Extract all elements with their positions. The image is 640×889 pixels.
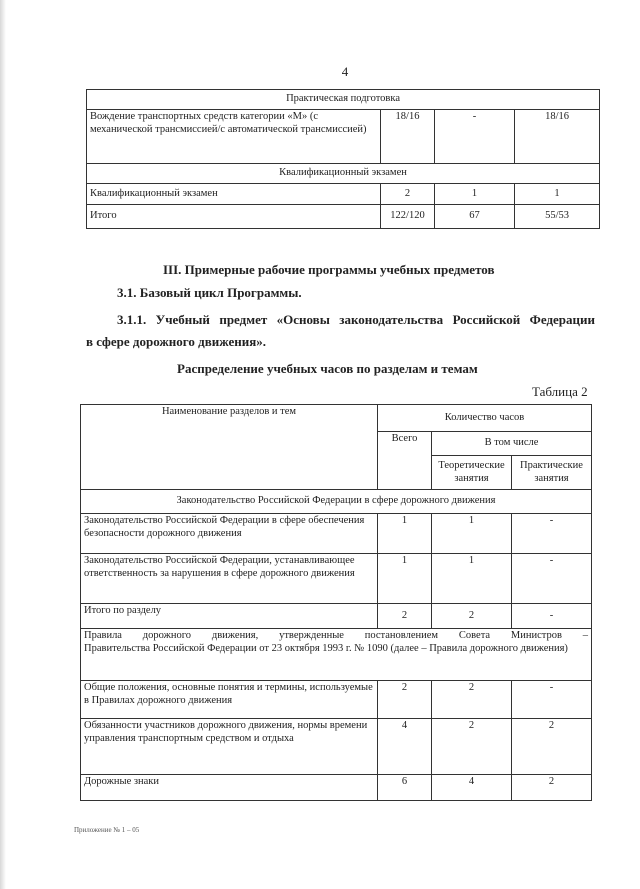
heading-3-1-1-line1: 3.1.1. Учебный предмет «Основы законодательства Российской Федерации <box>117 312 595 327</box>
table-row-name: Общие положения, основные понятия и термины, используемые в Правилах дорожного движения <box>81 681 378 719</box>
row-exam-theory: 1 <box>435 184 515 205</box>
row-total-theory: 67 <box>435 205 515 229</box>
table-row-theory: 1 <box>432 514 512 554</box>
row-driving-name: Вождение транспортных средств категории «М» (с механической трансмиссией/с автоматической трансмиссией) <box>87 110 381 164</box>
table-row-theory: 2 <box>432 604 512 629</box>
row-exam-total: 2 <box>381 184 435 205</box>
section-1-title: Законодательство Российской Федерации в сфере дорожного движения <box>81 490 592 514</box>
table-row-name: Обязанности участников дорожного движения, нормы времени управления транспортным средством и отдыха <box>81 719 378 775</box>
table-row-theory: 4 <box>432 775 512 801</box>
table-row-practice: - <box>512 514 592 554</box>
hours-distribution-table <box>80 404 592 801</box>
table-row-name: Итого по разделу <box>81 604 378 629</box>
curriculum-table-continuation <box>86 89 600 229</box>
header-total: Всего <box>378 432 432 490</box>
header-including: В том числе <box>432 432 592 456</box>
section-2-title <box>81 629 592 681</box>
table-row-total: 1 <box>378 554 432 604</box>
row-total-practice: 55/53 <box>515 205 600 229</box>
scan-edge-shadow <box>0 0 6 889</box>
row-exam-practice: 1 <box>515 184 600 205</box>
table-row-theory: 2 <box>432 681 512 719</box>
heading-3-1-1-line2: в сфере дорожного движения». <box>86 334 266 349</box>
table-row-practice: - <box>512 604 592 629</box>
table-row-name: Законодательство Российской Федерации, устанавливающее ответственность за нарушения в сфере дорожного движения <box>81 554 378 604</box>
heading-hours-distribution: Распределение учебных часов по разделам и темам <box>177 361 478 376</box>
table-row-practice: - <box>512 681 592 719</box>
section-2-title-line2: Правительства Российской Федерации от 23 октября 1993 г. № 1090 (далее – Правила дорожного движения) <box>84 642 568 654</box>
table-row-theory: 2 <box>432 719 512 775</box>
section-2-title-line1: Правила дорожного движения, утвержденные постановлением Совета Министров – <box>84 630 588 641</box>
table-row-total: 6 <box>378 775 432 801</box>
row-driving-total: 18/16 <box>381 110 435 164</box>
table-row-name: Законодательство Российской Федерации в сфере обеспечения безопасности дорожного движения <box>81 514 378 554</box>
heading-section-3: III. Примерные рабочие программы учебных предметов <box>163 262 495 277</box>
header-theory: Теоретические занятия <box>432 456 512 490</box>
row-exam-name: Квалификационный экзамен <box>87 184 381 205</box>
row-total-total: 122/120 <box>381 205 435 229</box>
table-caption: Таблица 2 <box>532 384 588 399</box>
table-row-total: 1 <box>378 514 432 554</box>
table-row-total: 2 <box>378 681 432 719</box>
table-row-theory: 1 <box>432 554 512 604</box>
row-driving-theory: - <box>435 110 515 164</box>
heading-3-1: 3.1. Базовый цикл Программы. <box>117 285 302 300</box>
header-practice: Практические занятия <box>512 456 592 490</box>
table-row-practice: - <box>512 554 592 604</box>
table-row-total: 4 <box>378 719 432 775</box>
row-total-name: Итого <box>87 205 381 229</box>
section-exam-title: Квалификационный экзамен <box>87 164 600 184</box>
header-hours: Количество часов <box>378 405 592 432</box>
table-row-total: 2 <box>378 604 432 629</box>
table-row-practice: 2 <box>512 775 592 801</box>
table-row-practice: 2 <box>512 719 592 775</box>
table-row-name: Дорожные знаки <box>81 775 378 801</box>
page-footer: Приложение № 1 – 05 <box>74 826 140 834</box>
header-name: Наименование разделов и тем <box>81 405 378 490</box>
row-driving-practice: 18/16 <box>515 110 600 164</box>
section-practical-title: Практическая подготовка <box>87 90 600 110</box>
page-number: 4 <box>341 64 349 79</box>
